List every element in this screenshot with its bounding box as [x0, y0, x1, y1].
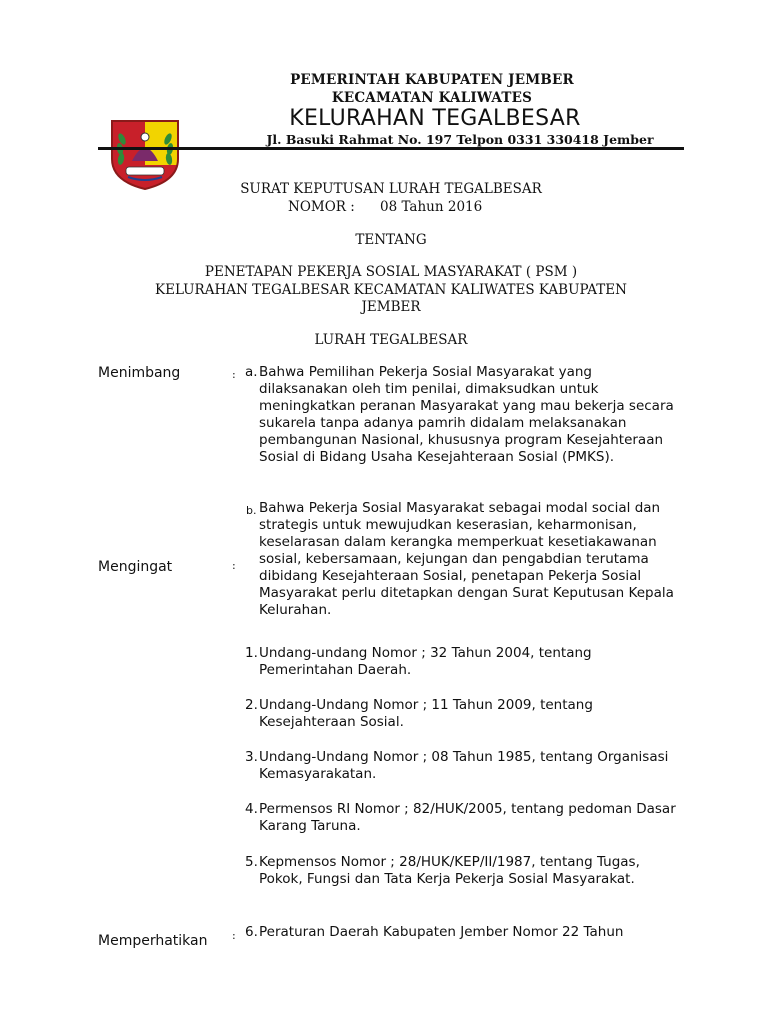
letterhead-district: KECAMATAN KALIWATES: [331, 90, 533, 106]
decree-number-value: 08 Tahun 2016: [380, 199, 483, 215]
mengingat-item-6-text: Peraturan Daerah Kabupaten Jember Nomor 22 Tahun: [259, 924, 624, 940]
mengingat-item-1-marker: 1.: [245, 645, 258, 661]
decree-subject-line2: KELURAHAN TEGALBESAR KECAMATAN KALIWATES KABUPATEN: [155, 282, 627, 298]
mengingat-item-4-marker: 4.: [245, 801, 258, 817]
letterhead-title: KELURAHAN TEGALBESAR: [289, 106, 581, 131]
menimbang-item-b-text: Bahwa Pekerja Sosial Masyarakat sebagai modal social dan strategis untuk mewujudkan keserasian, keharmonisan, keselarasan dalam kerangka memperkuat kesetiakawanan sosial, kebersamaan, kejungan dan pengabdian terutama dibidang Kesejahteraan Sosial, penetapan Pekerja Sosial Masyarakat perlu ditetapkan dengan Surat Keputusan Kepala Kelurahan.: [259, 500, 674, 618]
decree-number: [240, 199, 540, 215]
decree-subject-line1: PENETAPAN PEKERJA SOSIAL MASYARAKAT ( PSM ): [204, 264, 578, 280]
letterhead-government: PEMERINTAH KABUPATEN JEMBER: [290, 72, 574, 88]
decree-issuer: LURAH TEGALBESAR: [314, 332, 468, 348]
mengingat-item-5-text: Kepmensos Nomor ; 28/HUK/KEP/II/1987, tentang Tugas, Pokok, Fungsi dan Tata Kerja Pekerja Sosial Masyarakat.: [259, 854, 640, 887]
section-colon-mengingat: :: [232, 559, 236, 572]
decree-subject-line3: JEMBER: [361, 299, 421, 315]
decree-tentang: TENTANG: [355, 232, 427, 248]
mengingat-item-6-marker: 6.: [245, 924, 258, 940]
section-colon-menimbang: :: [232, 368, 236, 381]
menimbang-item-a-marker: a.: [245, 364, 258, 380]
letterhead-divider: [98, 147, 684, 150]
mengingat-item-3-text: Undang-Undang Nomor ; 08 Tahun 1985, tentang Organisasi Kemasyarakatan.: [259, 749, 669, 782]
mengingat-item-3-marker: 3.: [245, 749, 258, 765]
mengingat-item-2-marker: 2.: [245, 697, 258, 713]
menimbang-item-b-marker: b.: [246, 504, 257, 517]
letterhead-address: Jl. Basuki Rahmat No. 197 Telpon 0331 330418 Jember: [266, 132, 654, 147]
mengingat-item-5-marker: 5.: [245, 854, 258, 870]
section-colon-memperhatikan: :: [232, 929, 236, 942]
section-label-mengingat: Mengingat: [98, 559, 173, 575]
section-label-menimbang: Menimbang: [98, 365, 181, 381]
mengingat-item-2-text: Undang-Undang Nomor ; 11 Tahun 2009, tentang Kesejahteraan Sosial.: [259, 697, 593, 730]
regency-crest-icon: [106, 117, 184, 191]
decree-number-label: NOMOR :: [288, 199, 355, 215]
section-label-memperhatikan: Memperhatikan: [98, 933, 208, 949]
decree-title: SURAT KEPUTUSAN LURAH TEGALBESAR: [240, 181, 542, 197]
mengingat-item-1-text: Undang-undang Nomor ; 32 Tahun 2004, tentang Pemerintahan Daerah.: [259, 645, 592, 678]
mengingat-item-4-text: Permensos RI Nomor ; 82/HUK/2005, tentang pedoman Dasar Karang Taruna.: [259, 801, 676, 834]
menimbang-item-a-text: Bahwa Pemilihan Pekerja Sosial Masyarakat yang dilaksanakan oleh tim penilai, dimaksudkan untuk meningkatkan peranan Masyarakat yang mau bekerja secara sukarela tanpa adanya pamrih didalam melaksanakan pembangunan Nasional, khususnya program Kesejahteraan Sosial di Bidang Usaha Kesejahteraan Sosial (PMKS).: [259, 364, 674, 465]
